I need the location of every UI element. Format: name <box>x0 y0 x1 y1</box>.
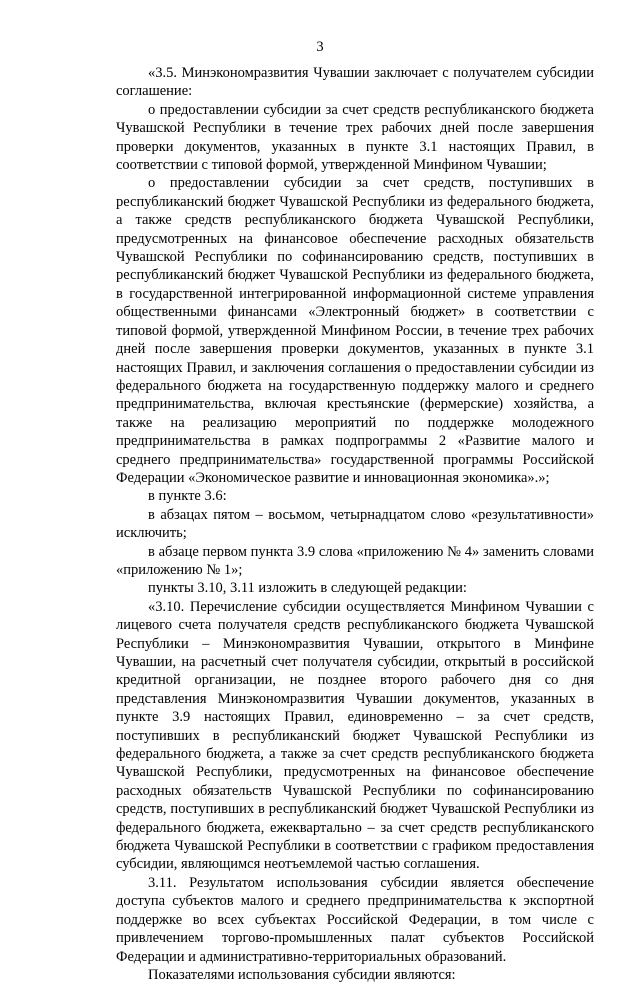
page-number: 3 <box>316 39 324 55</box>
paragraph-clause-3-5-intro: «3.5. Минэкономразвития Чувашии заключает с получателем субсидии соглашение: <box>116 65 594 100</box>
paragraph-republican-budget-agreement: о предоставлении субсидии за счет средств республиканского бюджета Чувашской Республики в течение трех рабочих дней после завершения проверки документов, указанных в пункте 3.1 настоящих Правил, в соответствии с типовой формой, утвержденной Минфином Чувашии; <box>116 101 594 174</box>
document-body <box>116 64 594 984</box>
paragraph-new-wording-intro: пункты 3.10, 3.11 изложить в следующей редакции: <box>148 580 467 597</box>
paragraph-clause-3-9-replace: в абзаце первом пункта 3.9 слова «приложению № 4» заменить словами «приложению № 1»; <box>116 543 594 578</box>
paragraph-indicators-intro: Показателями использования субсидии являются: <box>148 966 456 983</box>
paragraph-remove-word: в абзацах пятом – восьмом, четырнадцатом слово «результативности» исключить; <box>116 506 594 542</box>
paragraph-clause-3-11: 3.11. Результатом использования субсидии является обеспечение доступа субъектов малого и среднего предпринимательства к экспортной поддержке во всех субъектах Российской Федерации, в том числе с привлечением торгово-промышленных палат субъектов Российской Федерации и административно-территориальных образований. <box>116 874 594 965</box>
paragraph-federal-budget-agreement: о предоставлении субсидии за счет средств, поступивших в республиканский бюджет Чувашской Республики из федерального бюджета, а также средств республиканского бюджета Чувашской Республики, предусмотренных на финансовое обеспечение расходных обязательств Чувашской Республики по софинансированию средств, поступивших в республиканский бюджет Чувашской Республики из федерального бюджета, в государственной интегрированной информационной системе управления общественными финансами «Электронный бюджет» в соответствии с типовой формой, утвержденной Минфином России, в течение трех рабочих дней после завершения проверки документов, указанных в пункте 3.1 настоящих Правил, и заключения соглашения о предоставлении субсидии из федерального бюджета на государственную поддержку малого и среднего предпринимательства, включая крестьянские (фермерские) хозяйства, а также на реализацию мероприятий по поддержке молодежного предпринимательства в рамках подпрограммы 2 «Развитие малого и среднего предпринимательства» государственной программы Российской Федерации «Экономическое развитие и инновационная экономика».»; <box>116 175 594 486</box>
paragraph-clause-3-6: в пункте 3.6: <box>148 488 227 505</box>
paragraph-clause-3-10: «3.10. Перечисление субсидии осуществляется Минфином Чувашии с лицевого счета получателя средств республиканского бюджета Чувашской Республики – Минэкономразвития Чувашии, открытого в Минфине Чувашии, на расчетный счет получателя субсидии, открытый в российской кредитной организации, не позднее второго рабочего дня со дня представления Минэкономразвития Чувашии документов, указанных в пункте 3.9 настоящих Правил, единовременно – за счет средств, поступивших в республиканский бюджет Чувашской Республики из федерального бюджета, а также за счет средств республиканского бюджета Чувашской Республики, предусмотренных на финансовое обеспечение расходных обязательств Чувашской Республики по софинансированию средств, поступивших в республиканский бюджет Чувашской Республики из федерального бюджета, ежеквартально – за счет средств республиканского бюджета Чувашской Республики в соответствии с графиком предоставления субсидии, являющимся неотъемлемой частью соглашения. <box>116 598 594 873</box>
